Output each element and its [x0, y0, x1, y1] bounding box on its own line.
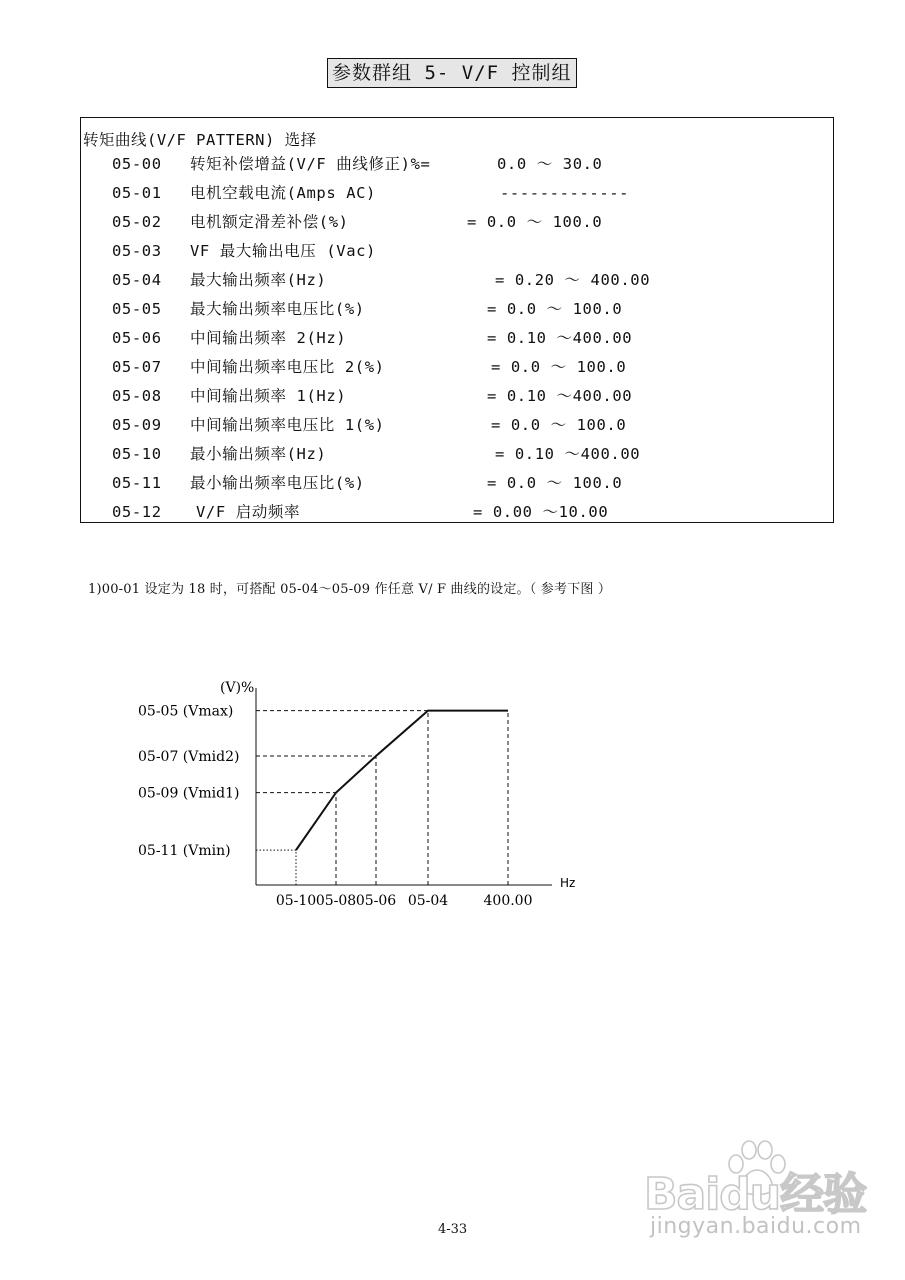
param-name: 电机额定滑差补偿(%) — [190, 213, 349, 231]
y-level-label: 05-09 (Vmid1) — [138, 785, 240, 802]
x-axis-label: Hz — [560, 876, 576, 890]
param-name: 电机空载电流(Amps AC) — [190, 184, 376, 202]
param-name: 中间输出频率 1(Hz) — [190, 387, 347, 405]
param-range: = 0.20 ～ 400.00 — [495, 271, 651, 289]
param-name: 最大输出频率电压比(%) — [190, 300, 365, 318]
param-name: 中间输出频率电压比 2(%) — [190, 358, 385, 376]
y-axis-label: (V)% — [220, 680, 255, 696]
param-code: 05-12 — [112, 503, 162, 521]
vf-curve-line — [296, 711, 508, 850]
param-range: ------------- — [500, 184, 630, 202]
param-code: 05-01 — [112, 184, 162, 202]
param-range: = 0.10 ～400.00 — [487, 387, 633, 405]
param-code: 05-06 — [112, 329, 162, 347]
param-range: = 0.0 ～ 100.0 — [467, 213, 603, 231]
x-tick-label: 05-08 — [315, 893, 357, 909]
param-code: 05-02 — [112, 213, 162, 231]
watermark-brand: Baidu经验 — [644, 1169, 867, 1220]
param-name: 中间输出频率 2(Hz) — [190, 329, 347, 347]
param-range: = 0.0 ～ 100.0 — [491, 358, 627, 376]
param-code: 05-08 — [112, 387, 162, 405]
param-code: 05-11 — [112, 474, 162, 492]
y-level-label: 05-07 (Vmid2) — [138, 748, 240, 765]
watermark-url: jingyan.baidu.com — [650, 1214, 862, 1239]
param-code: 05-04 — [112, 271, 162, 289]
param-code: 05-05 — [112, 300, 162, 318]
param-name: 最大输出频率(Hz) — [190, 271, 327, 289]
param-range: = 0.0 ～ 100.0 — [487, 300, 623, 318]
page-title: 参数群组 5- V/F 控制组 — [327, 58, 577, 88]
y-level-label: 05-05 (Vmax) — [138, 703, 234, 720]
x-tick-label: 05-06 — [355, 893, 397, 909]
y-level-label: 05-11 (Vmin) — [138, 843, 231, 860]
param-range: = 0.0 ～ 100.0 — [491, 416, 627, 434]
box-heading: 转矩曲线(V/F PATTERN) 选择 — [83, 131, 317, 149]
x-tick-label: 05-10 — [275, 893, 317, 909]
param-code: 05-03 — [112, 242, 162, 260]
param-range: = 0.10 ～400.00 — [495, 445, 641, 463]
page-number: 4-33 — [438, 1222, 468, 1237]
param-name: 最小输出频率电压比(%) — [190, 474, 365, 492]
param-range: 0.0 ～ 30.0 — [497, 155, 603, 173]
param-code: 05-07 — [112, 358, 162, 376]
param-code: 05-10 — [112, 445, 162, 463]
param-code: 05-09 — [112, 416, 162, 434]
x-tick-label: 400.00 — [483, 893, 533, 909]
param-range: = 0.00 ～10.00 — [473, 503, 609, 521]
param-name: V/F 启动频率 — [196, 503, 301, 521]
x-tick-label: 05-04 — [407, 893, 449, 909]
param-code: 05-00 — [112, 155, 162, 173]
note-text: 1)00-01 设定为 18 时，可搭配 05-04～05-09 作任意 V/ F 曲线的设定。（ 参考下图 ） — [88, 582, 612, 597]
param-name: 最小输出频率(Hz) — [190, 445, 327, 463]
param-name: 转矩补偿增益(V/F 曲线修正)%= — [190, 155, 431, 173]
param-range: = 0.0 ～ 100.0 — [487, 474, 623, 492]
watermark — [640, 1140, 880, 1250]
param-range: = 0.10 ～400.00 — [487, 329, 633, 347]
param-name: 中间输出频率电压比 1(%) — [190, 416, 385, 434]
param-name: VF 最大输出电压 (Vac) — [190, 242, 376, 260]
